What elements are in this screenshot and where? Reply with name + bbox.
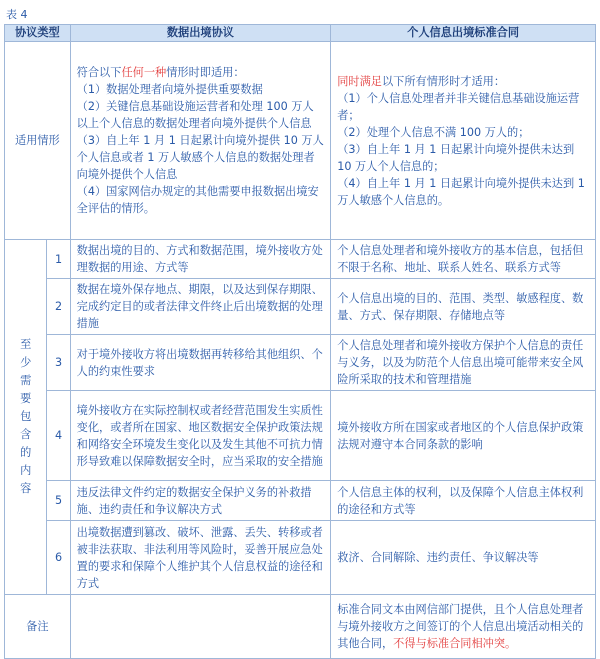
list-item: （4）自上年 1 月 1 日起累计向境外提供未达到 1 万人敏感个人信息的。 — [337, 176, 585, 207]
row-number: 1 — [47, 240, 70, 279]
row-col2: 个人信息处理者和境外接收方保护个人信息的责任与义务，以及为防范个人信息出境可能带来安全风险所采取的技术和管理措施 — [331, 335, 596, 391]
list-item: （1）数据处理者向境外提供重要数据 — [76, 83, 263, 96]
table-row — [5, 240, 596, 279]
remark-col1 — [70, 595, 331, 659]
list-item: （4）国家网信办规定的其他需要申报数据出境安全评估的情形。 — [76, 185, 319, 215]
header-type: 协议类型 — [5, 25, 71, 42]
remark-label: 备注 — [5, 595, 71, 659]
list-item: （2）处理个人信息不满 100 万人的； — [337, 125, 530, 139]
applicable-row — [5, 42, 596, 240]
row-col2: 个人信息出境的目的、范围、类型、敏感程度、数量、方式、保存期限、存储地点等 — [331, 279, 596, 335]
comparison-table — [4, 24, 596, 659]
minimum-label: 至少需要包含的内容 — [5, 240, 47, 595]
row-number: 6 — [47, 521, 70, 595]
applicable-col1 — [70, 42, 331, 240]
table-row — [5, 521, 596, 595]
row-col2: 境外接收方所在国家或者地区的个人信息保护政策法规对遵守本合同条款的影响 — [331, 391, 596, 481]
table-row — [5, 335, 596, 391]
row-col2: 个人信息主体的权利，以及保障个人信息主体权利的途径和方式等 — [331, 481, 596, 521]
header-data-export-agreement: 数据出境协议 — [70, 25, 331, 42]
table-row — [5, 279, 596, 335]
row-number: 5 — [47, 481, 70, 521]
list-item: （1）个人信息处理者并非关键信息基础设施运营者； — [337, 91, 580, 122]
row-number: 4 — [47, 391, 70, 481]
header-row — [5, 25, 596, 42]
remark-col2: 标准合同文本由网信部门提供，且个人信息处理者与境外接收方之间签订的个人信息出境活动相关的其他合同，不得与标准合同相冲突。 — [331, 595, 596, 659]
row-col1: 对于境外接收方将出境数据再转移给其他组织、个人的约束性要求 — [70, 335, 331, 391]
list-item: （3）自上年 1 月 1 日起累计向境外提供未达到 10 万人个人信息的； — [337, 142, 575, 173]
list-item: （2）关键信息基础设施运营者和处理 100 万人以上个人信息的数据处理者向境外提供个人信息 — [76, 100, 314, 130]
header-standard-contract: 个人信息出境标准合同 — [331, 25, 596, 42]
row-col1: 数据在境外保存地点、期限，以及达到保存期限、完成约定目的或者法律文件终止后出境数据的处理措施 — [70, 279, 331, 335]
row-col1: 境外接收方在实际控制权或者经营范围发生实质性变化，或者所在国家、地区数据安全保护政策法规和网络安全环境发生变化以及发生其他不可抗力情形导致难以保障数据安全时，应当采取的安全措施 — [70, 391, 331, 481]
applicable-col2-intro: 同时满足以下所有情形时才适用： — [337, 74, 506, 88]
row-col1: 违反法律文件约定的数据安全保护义务的补救措施、违约责任和争议解决方式 — [70, 481, 331, 521]
table-caption: 表 4 — [6, 8, 28, 21]
table-row — [5, 481, 596, 521]
list-item: （3）自上年 1 月 1 日起累计向境外提供 10 万人个人信息或者 1 万人敏感个人信息的数据处理者向境外提供个人信息 — [76, 134, 324, 181]
table-row — [5, 391, 596, 481]
applicable-col1-intro: 符合以下任何一种情形时即适用： — [76, 66, 245, 79]
row-col1: 出境数据遭到篡改、破坏、泄露、丢失、转移或者被非法获取、非法利用等风险时，妥善开展应急处置的要求和保障个人维护其个人信息权益的途径和方式 — [70, 521, 331, 595]
row-col1: 数据出境的目的、方式和数据范围，境外接收方处理数据的用途、方式等 — [70, 240, 331, 279]
row-col2: 个人信息处理者和境外接收方的基本信息，包括但不限于名称、地址、联系人姓名、联系方式等 — [331, 240, 596, 279]
row-number: 2 — [47, 279, 70, 335]
applicable-col2 — [331, 42, 596, 240]
row-number: 3 — [47, 335, 70, 391]
remark-row — [5, 595, 596, 659]
applicable-label: 适用情形 — [5, 42, 71, 240]
row-col2: 救济、合同解除、违约责任、争议解决等 — [331, 521, 596, 595]
